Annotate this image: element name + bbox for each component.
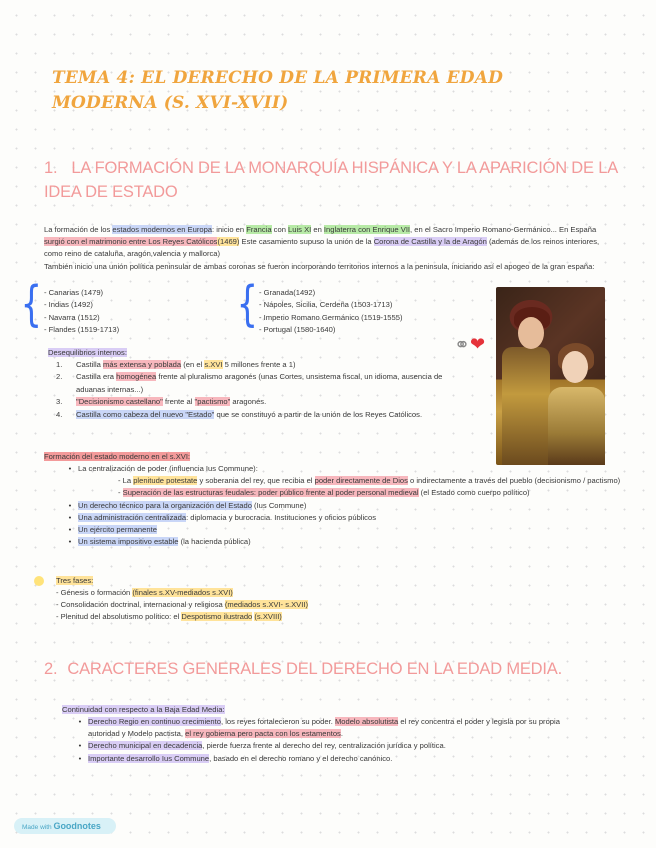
num: 1. xyxy=(56,360,63,369)
list-item: - Granada(1492) xyxy=(259,288,316,297)
text: , los reyes fortalecieron su poder. xyxy=(220,717,335,726)
catholic-monarchs-portrait xyxy=(496,287,605,465)
goodnotes-logo: Goodnotes xyxy=(53,821,101,831)
text: : inicio en xyxy=(212,225,247,234)
list-item xyxy=(56,409,456,421)
list-item xyxy=(56,359,456,371)
list-item: - Nápoles, Sicilia, Cerdeña (1503-1713) xyxy=(259,300,393,310)
text: - Plenitud del absolutismo político: el xyxy=(56,612,182,622)
list-item: - Navarra (1512) xyxy=(44,312,100,322)
text: Importante desarrollo Ius Commune xyxy=(88,753,210,763)
section-2-heading xyxy=(44,657,624,681)
section-1-number: 1. xyxy=(44,159,58,177)
text: Continuidad con respecto a la Baja Edad Media: xyxy=(62,705,225,714)
text: : diplomacia y burocracia. Instituciones y oficios públicos xyxy=(186,512,376,522)
text: , basado en el derecho romano y el derecho canónico. xyxy=(209,753,393,763)
modern-state-list xyxy=(62,463,622,548)
modern-state-heading xyxy=(44,451,190,463)
text: - Génesis o formación xyxy=(56,588,133,597)
list-item: • Derecho Regio en continuo crecimiento, los reyes fortalecieron su poder. Modelo absolutista el rey concentra el poder y legisla por su propia autoridad y Modelo pactista, el rey gobierna pero pacta con los estamentos. xyxy=(78,717,560,739)
made-with-label: Made with xyxy=(22,824,52,831)
section-1-title: LA FORMACIÓN DE LA MONARQUÍA HISPÁNICA Y LA APARICIÓN DE LA IDEA DE ESTADO xyxy=(44,159,618,201)
text: Un sistema impositivo estable xyxy=(78,537,179,547)
text: Una administración centralizada xyxy=(78,512,187,522)
list-item xyxy=(56,611,576,623)
brace-left: { xyxy=(20,276,42,332)
text: que se constituyó a partir de la unión de los Reyes Católicos. xyxy=(214,409,423,419)
imbalances-list xyxy=(56,359,456,421)
text: Este casamiento supuso la unión de la xyxy=(239,237,374,247)
text: frente al pluralismo aragonés (unas Cortes, unsistema fiscal, un idioma, ausencia de aduanas internas...) xyxy=(76,372,443,394)
highlight-dot xyxy=(34,576,44,586)
text: frente al xyxy=(162,397,195,407)
num: 2. xyxy=(56,372,63,382)
list-item xyxy=(62,487,622,499)
territories-left xyxy=(44,287,224,337)
list-item: • Importante desarrollo Ius Commune, basado en el derecho romano y el derecho canónico. xyxy=(78,753,393,763)
text: Un ejército permanente xyxy=(78,525,157,535)
list-item: • Un derecho técnico para la organización del Estado (Ius Commune) xyxy=(68,500,307,510)
text: Desequilibrios internos: xyxy=(48,348,127,357)
text: y soberania del rey, que recibia el xyxy=(197,476,315,486)
intro-paragraph xyxy=(44,224,614,261)
text: Derecho municipal en decadencia xyxy=(88,741,203,751)
territories-right xyxy=(259,287,479,337)
rings-icon: ⚭ xyxy=(454,334,470,356)
text: Un derecho técnico para la organización del Estado xyxy=(78,500,252,510)
text: - Consolidación doctrinal, internacional y religiosa xyxy=(56,600,225,610)
text: Superación de las estructuras feudales: poder público frente al poder personal medieval xyxy=(122,488,419,498)
text: (1469) xyxy=(217,237,240,247)
text: Luis XI xyxy=(288,225,312,234)
text: . xyxy=(340,729,343,739)
text: Castilla era xyxy=(76,372,117,382)
text: con xyxy=(271,225,289,234)
list-item: - Canarias (1479) xyxy=(44,288,104,297)
text: el rey gobierna pero pacta con los estamentos xyxy=(185,729,341,739)
text: - La xyxy=(118,476,134,486)
text: Formación del estado moderno en el s.XVI: xyxy=(44,452,191,461)
list-item: • Un ejército permanente xyxy=(68,525,157,535)
text: Castilla xyxy=(76,360,104,369)
list-item xyxy=(56,587,576,599)
list-item: • Derecho municipal en decadencia, pierde fuerza frente al derecho del rey, centralización jurídica y política. xyxy=(78,741,446,751)
text: (s.XVIII) xyxy=(254,612,282,622)
text: (la hacienda pública) xyxy=(178,537,251,547)
phases-heading xyxy=(56,575,93,587)
text: Despotismo ilustrado xyxy=(181,612,253,622)
list-item: - Flandes (1519-1713) xyxy=(44,325,120,335)
text: poder directamente de Dios xyxy=(314,476,408,486)
list-item: • Una administración centralizada: diplomacia y burocracia. Instituciones y oficios públicos xyxy=(68,512,376,522)
text: plenitude potestate xyxy=(133,476,198,486)
heart-icon: ❤ xyxy=(470,334,486,355)
continuity-heading xyxy=(62,704,225,716)
list-item xyxy=(56,396,456,408)
list-item: • La centralización de poder (influencia Ius Commune): xyxy=(68,464,258,473)
phases-list xyxy=(56,587,576,624)
brace-right: { xyxy=(236,276,258,332)
text: Corona de Castilla y la de Aragón xyxy=(373,237,487,247)
list-item: - Imperio Romano Germánico (1519-1555) xyxy=(259,312,403,322)
text: el rey concentra el poder y legisla por su propia autoridad y Modelo pactista, xyxy=(88,717,560,739)
list-item xyxy=(56,599,576,611)
page-title: TEMA 4: EL DERECHO DE LA PRIMERA EDAD MODERNA (S. XVI-XVII) xyxy=(52,68,504,113)
text: 5 millones frente a 1) xyxy=(222,360,296,369)
text: (en el xyxy=(181,360,205,369)
text: Francia xyxy=(246,225,272,234)
text: o indirectamente a través del pueblo (decisionismo / pactismo) xyxy=(407,476,621,486)
intro-paragraph-2: También inicio una unión política peninsular de ambas coronas se fueron incorporando territorios internos a la peninsula, iniciando así el apogeo de la gran españa: xyxy=(44,262,595,271)
num: 3. xyxy=(56,397,63,407)
text: (además de los reinos interiores, como reino de cataluña, aragón,valencia y mallorca) xyxy=(44,237,600,259)
text: , pierde fuerza frente al derecho del rey, centralización jurídica y política. xyxy=(202,741,446,751)
imbalances-heading xyxy=(48,347,127,359)
text: (el Estado como cuerpo político) xyxy=(418,488,530,498)
text: surgió con el matrimonio entre Los Reyes Católicos xyxy=(44,237,218,247)
list-item xyxy=(62,475,622,487)
list-item: - Indias (1492) xyxy=(44,300,93,310)
continuity-list xyxy=(72,716,592,765)
num: 4. xyxy=(56,409,63,419)
text: (Ius Commune) xyxy=(251,500,307,510)
text: "pactismo" xyxy=(194,397,231,407)
section-1-heading xyxy=(44,156,624,204)
text: aragonés. xyxy=(230,397,267,407)
goodnotes-badge xyxy=(14,818,116,834)
text: en xyxy=(311,225,324,234)
text: Tres fases: xyxy=(56,576,94,585)
text: Derecho Regio en continuo crecimiento xyxy=(88,717,221,726)
section-2-title: CARACTERES GENERALES DEL DERECHO EN LA EDAD MEDIA. xyxy=(67,660,562,678)
text: , en el Sacro Imperio Romano-Germánico... En España xyxy=(410,225,597,234)
text: "Decisionismo castellano" xyxy=(76,397,163,407)
text: Inglaterra con Enrique VII xyxy=(323,225,411,234)
text: (finales s.XV-mediados s.XVI) xyxy=(132,588,233,597)
text: La formación de los xyxy=(44,225,113,234)
text: s.XVI xyxy=(204,360,223,369)
list-item: • Un sistema impositivo estable (la hacienda pública) xyxy=(68,537,251,547)
list-item xyxy=(56,371,456,396)
text: más extensa y poblada xyxy=(103,360,182,369)
text: - xyxy=(118,488,123,498)
text: estados modernos en Europa xyxy=(112,225,213,234)
text: Castilla como cabeza del nuevo "Estado" xyxy=(76,409,215,419)
text: (mediados s.XVI- s.XVII) xyxy=(224,600,308,610)
text: homogénea xyxy=(116,372,157,382)
section-2-number: 2. xyxy=(44,660,58,678)
list-item: - Portugal (1580-1640) xyxy=(259,325,336,335)
text: Modelo absolutista xyxy=(334,717,399,726)
text: La centralización de poder (influencia Ius Commune): xyxy=(78,464,258,473)
